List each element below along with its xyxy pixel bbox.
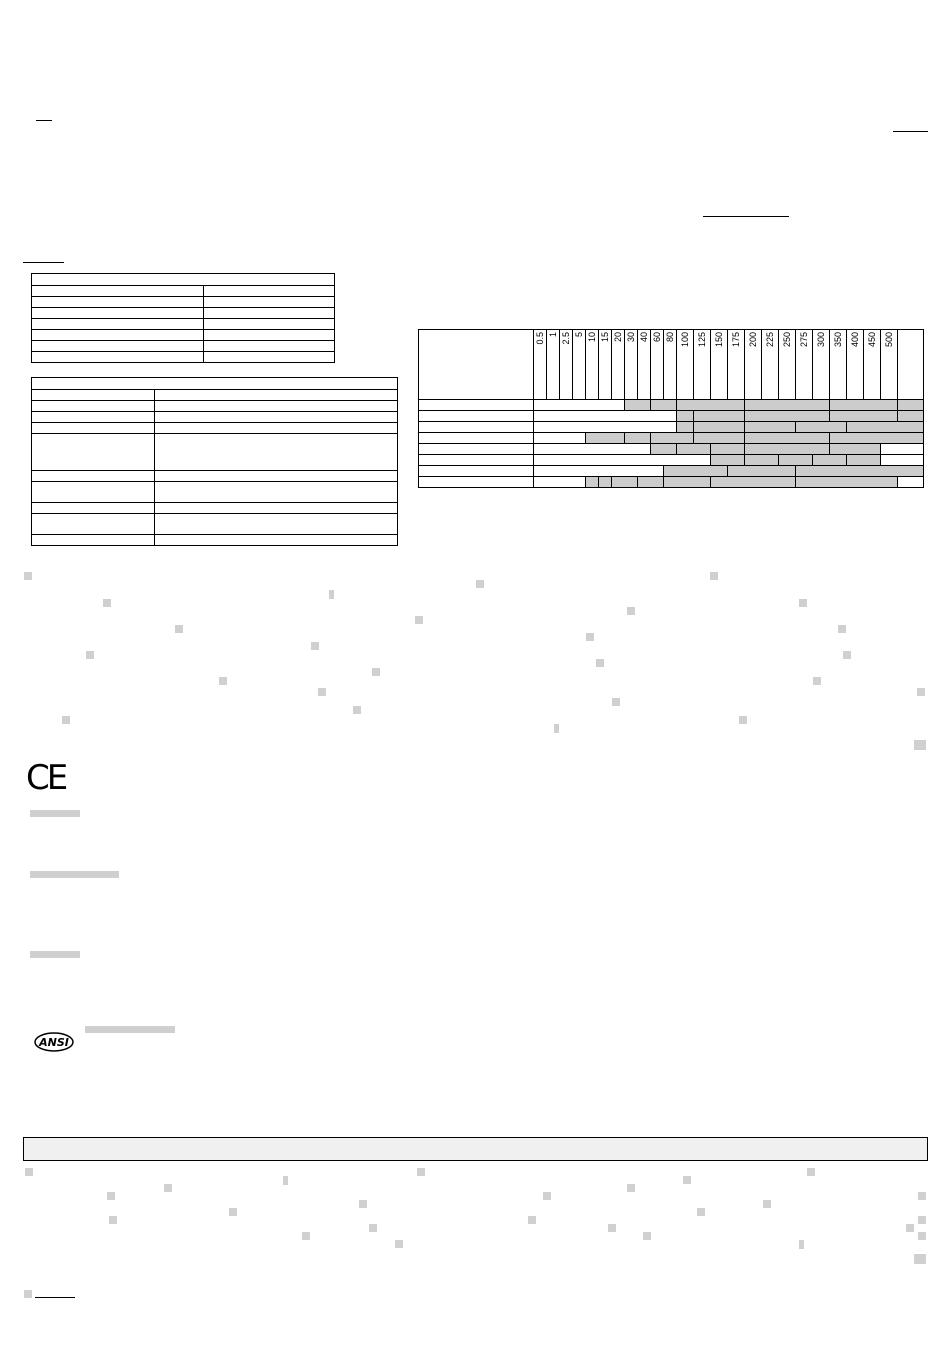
redacted-mark xyxy=(107,1192,115,1200)
redacted-mark xyxy=(917,688,925,696)
redacted-mark xyxy=(918,1232,926,1240)
rating-label: 40 xyxy=(638,332,649,343)
redacted-mark xyxy=(103,599,111,607)
rating-label: 300 xyxy=(815,332,826,348)
redacted-mark xyxy=(807,1168,815,1176)
spec-table-1 xyxy=(31,273,335,363)
redacted-mark xyxy=(918,1192,926,1200)
rating-label: 125 xyxy=(696,332,707,348)
rating-label: 2.5 xyxy=(560,332,571,345)
section-header-box xyxy=(23,1137,928,1161)
spec-table-2 xyxy=(31,377,398,546)
spec-table-2-header xyxy=(32,378,398,390)
rating-label: 350 xyxy=(832,332,843,348)
fuse-row xyxy=(419,422,924,433)
redacted-mark xyxy=(627,1184,635,1192)
ansi-logo xyxy=(33,1031,75,1053)
redacted-mark xyxy=(710,572,718,580)
rating-cell xyxy=(547,330,560,400)
rating-label: 10 xyxy=(586,332,597,343)
rating-label: 400 xyxy=(849,332,860,348)
redacted-mark xyxy=(359,1200,367,1208)
rating-cell xyxy=(586,330,599,400)
redacted-mark xyxy=(415,616,423,624)
rating-label: 60 xyxy=(651,332,662,343)
redacted-mark xyxy=(318,688,326,696)
redacted-mark xyxy=(311,642,319,650)
redacted-mark xyxy=(24,572,32,580)
redacted-mark xyxy=(302,1232,310,1240)
redacted-mark xyxy=(219,677,227,685)
rating-label: 450 xyxy=(866,332,877,348)
rating-label: 275 xyxy=(798,332,809,348)
redacted-heading xyxy=(30,810,80,817)
redacted-mark xyxy=(62,716,70,724)
redacted-mark xyxy=(813,677,821,685)
rating-cell xyxy=(711,330,728,400)
rating-label: 5 xyxy=(573,332,584,338)
header-rule-right xyxy=(893,131,928,132)
header-rule-left xyxy=(36,120,52,121)
rating-label: 200 xyxy=(747,332,758,348)
redacted-heading xyxy=(30,871,119,878)
redacted-mark xyxy=(554,724,559,733)
rating-cell xyxy=(560,330,573,400)
fuse-row xyxy=(419,411,924,422)
rating-label: 20 xyxy=(612,332,623,343)
fuse-row xyxy=(419,455,924,466)
subheader-rule xyxy=(703,216,789,217)
redacted-mark xyxy=(86,651,94,659)
rating-label: 30 xyxy=(625,332,636,343)
redacted-mark xyxy=(528,1216,536,1224)
redacted-mark xyxy=(353,706,361,714)
rating-cell xyxy=(677,330,694,400)
rating-cell xyxy=(651,330,664,400)
redacted-heading xyxy=(30,951,80,958)
redacted-mark xyxy=(914,740,926,750)
redacted-mark xyxy=(24,1290,32,1298)
rating-label: 0.5 xyxy=(534,332,545,345)
rating-cell xyxy=(728,330,745,400)
redacted-mark xyxy=(372,668,380,676)
rating-cell xyxy=(599,330,612,400)
redacted-mark xyxy=(229,1208,237,1216)
redacted-mark xyxy=(164,1184,172,1192)
redacted-mark xyxy=(175,625,183,633)
fuse-table-corner xyxy=(419,330,534,400)
rating-label: 250 xyxy=(781,332,792,348)
spec-table-1-header xyxy=(32,274,335,286)
fuse-row xyxy=(419,433,924,444)
redacted-mark xyxy=(799,599,807,607)
redacted-heading xyxy=(85,1026,175,1033)
redacted-mark xyxy=(608,1224,616,1232)
redacted-mark xyxy=(417,1168,425,1176)
rating-cell xyxy=(779,330,796,400)
redacted-mark xyxy=(843,651,851,659)
redacted-mark xyxy=(543,1192,551,1200)
redacted-mark xyxy=(838,625,846,633)
redacted-mark xyxy=(697,1208,705,1216)
rating-label: 80 xyxy=(664,332,675,343)
redacted-mark xyxy=(109,1216,117,1224)
rating-cell xyxy=(796,330,813,400)
redacted-mark xyxy=(739,716,747,724)
redacted-mark xyxy=(369,1224,377,1232)
rating-cell xyxy=(881,330,898,400)
redacted-mark xyxy=(799,1240,804,1249)
redacted-mark xyxy=(643,1232,651,1240)
rating-cell xyxy=(847,330,864,400)
rating-cell xyxy=(534,330,547,400)
fuse-rating-table xyxy=(418,329,924,488)
redacted-mark xyxy=(25,1168,33,1176)
rating-cell xyxy=(664,330,677,400)
rating-label: 15 xyxy=(599,332,610,343)
rating-cell xyxy=(625,330,638,400)
rating-cell xyxy=(638,330,651,400)
redacted-mark xyxy=(329,590,334,599)
ansi-logo-text: ANSI xyxy=(39,1036,69,1049)
redacted-mark xyxy=(476,580,484,588)
redacted-mark xyxy=(586,633,594,641)
rating-cell xyxy=(745,330,762,400)
fuse-row xyxy=(419,477,924,488)
fuse-row xyxy=(419,466,924,477)
redacted-mark xyxy=(906,1224,914,1232)
rating-cell xyxy=(898,330,924,400)
section-rule xyxy=(23,262,64,263)
redacted-mark xyxy=(596,659,604,667)
redacted-mark xyxy=(395,1240,403,1248)
rating-cell xyxy=(573,330,586,400)
rating-cell xyxy=(830,330,847,400)
rating-cell xyxy=(762,330,779,400)
rating-cell xyxy=(612,330,625,400)
rating-cell xyxy=(864,330,881,400)
redacted-mark xyxy=(627,607,635,615)
fuse-row xyxy=(419,444,924,455)
rating-label: 150 xyxy=(713,332,724,348)
rating-label: 175 xyxy=(730,332,741,348)
fuse-row xyxy=(419,400,924,411)
redacted-mark xyxy=(683,1176,691,1184)
redacted-mark xyxy=(763,1200,771,1208)
redacted-mark xyxy=(612,698,620,706)
redacted-mark xyxy=(283,1176,288,1185)
rating-label: 1 xyxy=(547,332,558,338)
rating-cell xyxy=(813,330,830,400)
rating-label: 500 xyxy=(883,332,894,348)
rating-label: 100 xyxy=(679,332,690,348)
redacted-mark xyxy=(914,1254,926,1264)
redacted-mark xyxy=(918,1216,926,1224)
footer-rule xyxy=(35,1297,75,1298)
rating-label: 225 xyxy=(764,332,775,348)
rating-cell xyxy=(694,330,711,400)
ce-mark-logo: CE xyxy=(26,758,66,798)
